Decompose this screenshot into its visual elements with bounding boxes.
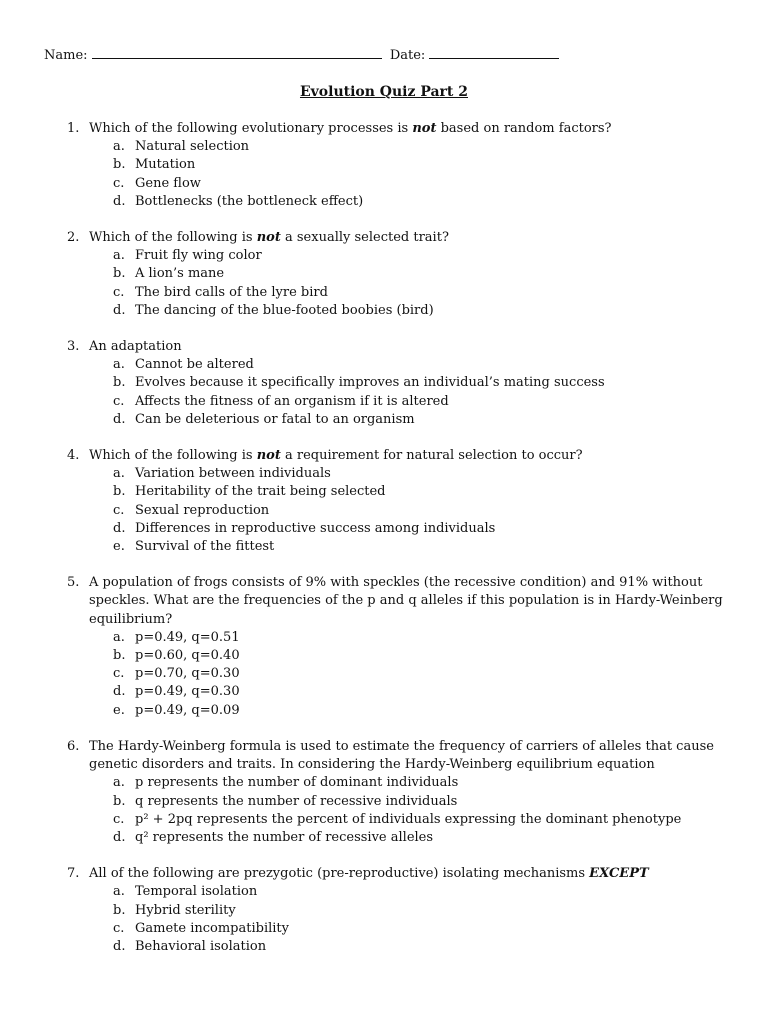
option-text: p=0.49, q=0.30 <box>135 684 240 700</box>
question-number: 7. <box>67 866 80 882</box>
question-number: 3. <box>67 339 80 355</box>
option-text: The bird calls of the lyre bird <box>135 284 328 300</box>
option-letter: b. <box>113 157 126 173</box>
option-letter: d. <box>113 684 126 700</box>
question-number: 5. <box>67 575 80 591</box>
answer-options <box>89 465 728 556</box>
option-text: Temporal isolation <box>135 884 258 900</box>
option-letter: b. <box>113 648 126 664</box>
question-stem-emphasis: not <box>256 448 281 464</box>
option-text: p=0.60, q=0.40 <box>135 648 240 664</box>
answer-option[interactable] <box>89 793 728 811</box>
option-letter: a. <box>113 884 125 900</box>
answer-options <box>89 138 728 211</box>
answer-option[interactable] <box>89 356 728 374</box>
option-letter: a. <box>113 775 125 791</box>
answer-option[interactable] <box>89 920 728 938</box>
option-letter: b. <box>113 266 126 282</box>
option-text: Hybrid sterility <box>135 902 236 918</box>
option-letter: c. <box>113 811 125 827</box>
option-letter: e. <box>113 539 125 555</box>
option-text: Mutation <box>135 157 196 173</box>
question-item <box>0 574 768 720</box>
answer-option[interactable] <box>89 175 728 193</box>
answer-option[interactable] <box>89 265 728 283</box>
answer-option[interactable] <box>89 247 728 265</box>
answer-option[interactable] <box>89 702 728 720</box>
question-stem-text: The Hardy-Weinberg formula is used to estimate the frequency of carriers of alleles that cause genetic disorders and traits. In considering the Hardy-Weinberg equilibrium equation <box>89 738 714 773</box>
question-item <box>0 338 768 429</box>
option-letter: c. <box>113 175 125 191</box>
option-text: Bottlenecks (the bottleneck effect) <box>135 193 364 209</box>
option-letter: d. <box>113 829 126 845</box>
question-stem <box>89 229 728 247</box>
option-text: Evolves because it specifically improves an individual’s mating success <box>135 375 605 391</box>
answer-option[interactable] <box>89 774 728 792</box>
quiz-title: Evolution Quiz Part 2 <box>299 84 468 100</box>
question-stem-text: An adaptation <box>89 339 182 355</box>
answer-option[interactable] <box>89 647 728 665</box>
header-line <box>44 46 559 63</box>
answer-option[interactable] <box>89 883 728 901</box>
answer-option[interactable] <box>89 829 728 847</box>
option-letter: d. <box>113 938 126 954</box>
answer-options <box>89 774 728 847</box>
question-item <box>0 120 768 211</box>
question-number: 2. <box>67 230 80 246</box>
option-text: Differences in reproductive success among individuals <box>135 520 496 536</box>
question-stem-text: Which of the following is <box>89 230 257 246</box>
option-text: p=0.49, q=0.09 <box>135 702 240 718</box>
answer-option[interactable] <box>89 683 728 701</box>
question-item <box>0 865 768 956</box>
question-stem <box>89 338 728 356</box>
option-text: p represents the number of dominant individuals <box>135 775 459 791</box>
question-stem-text: Which of the following evolutionary processes is <box>89 121 413 136</box>
option-letter: c. <box>113 502 125 518</box>
question-stem <box>89 120 728 138</box>
option-letter: c. <box>113 284 125 300</box>
option-text: p² + 2pq represents the percent of individuals expressing the dominant phenotype <box>135 811 682 827</box>
answer-option[interactable] <box>89 502 728 520</box>
question-stem-text: Which of the following is <box>89 448 257 464</box>
question-stem-emphasis: EXCEPT <box>589 866 649 882</box>
option-text: Affects the fitness of an organism if it is altered <box>135 393 449 409</box>
question-number: 6. <box>67 738 80 754</box>
option-text: q represents the number of recessive individuals <box>135 793 458 809</box>
answer-option[interactable] <box>89 374 728 392</box>
option-text: Natural selection <box>135 139 250 155</box>
answer-options <box>89 247 728 320</box>
option-letter: c. <box>113 393 125 409</box>
question-item <box>0 447 768 556</box>
option-text: Sexual reproduction <box>135 502 270 518</box>
question-stem-text-end: a requirement for natural selection to occur? <box>280 448 583 464</box>
answer-options <box>89 356 728 429</box>
option-text: Heritability of the trait being selected <box>135 484 386 500</box>
option-text: Survival of the fittest <box>135 539 275 555</box>
question-stem-emphasis: not <box>256 230 281 246</box>
option-letter: c. <box>113 920 125 936</box>
option-text: Variation between individuals <box>135 466 331 482</box>
date-label: Date: <box>389 48 426 63</box>
question-number: 1. <box>67 121 80 136</box>
option-letter: e. <box>113 702 125 718</box>
answer-option[interactable] <box>89 520 728 538</box>
option-text: Fruit fly wing color <box>135 248 262 264</box>
option-text: Cannot be altered <box>135 357 254 373</box>
answer-options <box>89 883 728 956</box>
option-letter: d. <box>113 193 126 209</box>
date-blank-line[interactable] <box>429 46 559 59</box>
option-letter: b. <box>113 793 126 809</box>
question-stem <box>89 447 728 465</box>
answer-option[interactable] <box>89 538 728 556</box>
question-stem-text: All of the following are prezygotic (pre-reproductive) isolating mechanisms <box>89 866 590 882</box>
option-text: The dancing of the blue-footed boobies (bird) <box>135 302 434 318</box>
answer-option[interactable] <box>89 483 728 501</box>
answer-option[interactable] <box>89 284 728 302</box>
option-text: q² represents the number of recessive alleles <box>135 829 434 845</box>
option-letter: a. <box>113 248 125 264</box>
question-stem <box>89 738 728 774</box>
answer-option[interactable] <box>89 629 728 647</box>
option-letter: b. <box>113 484 126 500</box>
answer-option[interactable] <box>89 193 728 211</box>
option-text: A lion’s mane <box>135 266 225 282</box>
option-text: p=0.70, q=0.30 <box>135 666 240 682</box>
option-text: Gene flow <box>135 175 201 191</box>
question-item <box>0 738 768 847</box>
question-stem <box>89 574 728 629</box>
answer-option[interactable] <box>89 393 728 411</box>
answer-option[interactable] <box>89 902 728 920</box>
option-letter: c. <box>113 666 125 682</box>
option-letter: d. <box>113 520 126 536</box>
option-letter: b. <box>113 902 126 918</box>
option-text: p=0.49, q=0.51 <box>135 629 240 645</box>
question-item <box>0 229 768 320</box>
option-text: Behavioral isolation <box>135 938 267 954</box>
answer-option[interactable] <box>89 411 728 429</box>
name-blank-line[interactable] <box>92 46 382 59</box>
question-stem-text-end: based on random factors? <box>436 121 612 136</box>
answer-option[interactable] <box>89 302 728 320</box>
option-letter: b. <box>113 375 126 391</box>
answer-option[interactable] <box>89 138 728 156</box>
question-list <box>0 120 768 974</box>
option-text: Can be deleterious or fatal to an organism <box>135 411 415 427</box>
question-stem <box>89 865 728 883</box>
answer-option[interactable] <box>89 465 728 483</box>
question-stem-text: A population of frogs consists of 9% with speckles (the recessive condition) and 91% without speckles. What are the frequencies of the p and q alleles if this population is in Hardy-Weinberg equilibrium? <box>89 575 723 627</box>
answer-option[interactable] <box>89 156 728 174</box>
answer-option[interactable] <box>89 811 728 829</box>
answer-options <box>89 629 728 720</box>
question-stem-text-end: a sexually selected trait? <box>280 230 449 246</box>
option-letter: a. <box>113 357 125 373</box>
option-letter: d. <box>113 411 126 427</box>
option-letter: a. <box>113 629 125 645</box>
option-letter: d. <box>113 302 126 318</box>
option-letter: a. <box>113 139 125 155</box>
option-letter: a. <box>113 466 125 482</box>
question-stem-emphasis: not <box>412 121 437 136</box>
name-label: Name: <box>44 48 88 63</box>
answer-option[interactable] <box>89 938 728 956</box>
question-number: 4. <box>67 448 80 464</box>
option-text: Gamete incompatibility <box>135 920 289 936</box>
answer-option[interactable] <box>89 665 728 683</box>
